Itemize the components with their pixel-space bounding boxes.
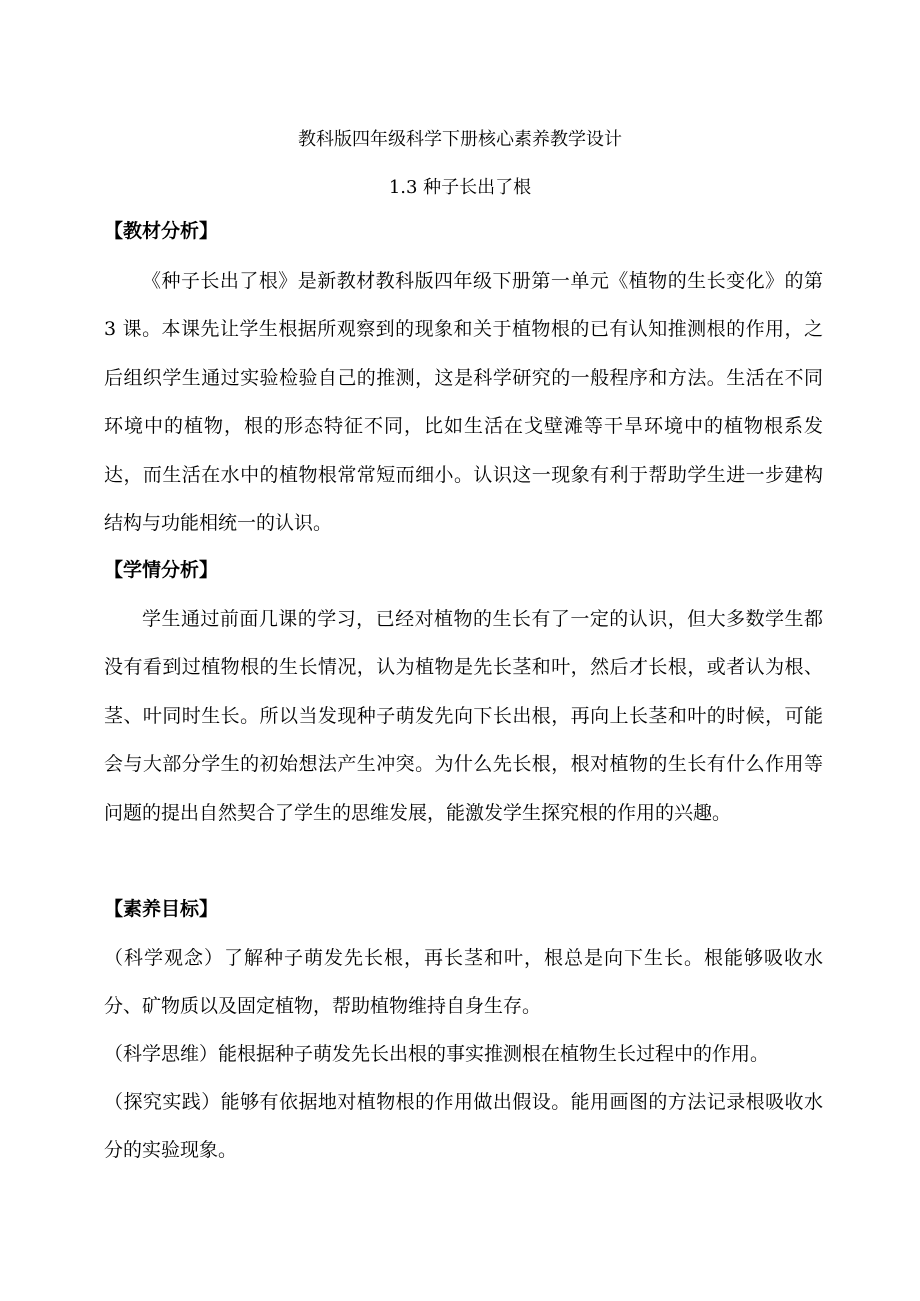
lesson-title: 1.3 种子长出了根 (388, 177, 532, 198)
document-title: 教科版四年级科学下册核心素养教学设计 (298, 129, 622, 150)
goal-science-thinking: （科学思维）能根据种子萌发先长出根的事实推测根在植物生长过程中的作用。 (104, 1043, 770, 1065)
section-heading-student-analysis: 【学情分析】 (104, 559, 219, 581)
textbook-analysis-paragraph: 《种子长出了根》是新教材教科版四年级下册第一单元《植物的生长变化》的第 3 课。本课先让学生根据所观察到的现象和关于植物根的已有认知推测根的作用，之后组织学生通过实验检验自己的推测，这是科学研究的一般程序和方法。生活在不同环境中的植物，根的形态特征不同，比如生活在戈壁滩等干旱环境中的植物根系发达，而生活在水中的植物根常常短而细小。认识这一现象有利于帮助学生进一步建构结构与功能相统一的认识。 (104, 270, 823, 535)
student-analysis-paragraph: 学生通过前面几课的学习，已经对植物的生长有了一定的认识，但大多数学生都没有看到过植物根的生长情况，认为植物是先长茎和叶，然后才长根，或者认为根、茎、叶同时生长。所以当发现种子萌发先向下长出根，再向上长茎和叶的时候，可能会与大部分学生的初始想法产生冲突。为什么先长根，根对植物的生长有什么作用等问题的提出自然契合了学生的思维发展，能激发学生探究根的作用的兴趣。 (104, 608, 823, 824)
section-heading-textbook-analysis: 【教材分析】 (104, 220, 219, 242)
goal-inquiry-practice: （探究实践）能够有依据地对植物根的作用做出假设。能用画图的方法记录根吸收水分的实验现象。 (104, 1091, 823, 1162)
section-heading-literacy-goals: 【素养目标】 (104, 898, 219, 920)
goal-science-concept: （科学观念）了解种子萌发先长根，再长茎和叶，根总是向下生长。根能够吸收水分、矿物质以及固定植物，帮助植物维持自身生存。 (104, 947, 823, 1018)
